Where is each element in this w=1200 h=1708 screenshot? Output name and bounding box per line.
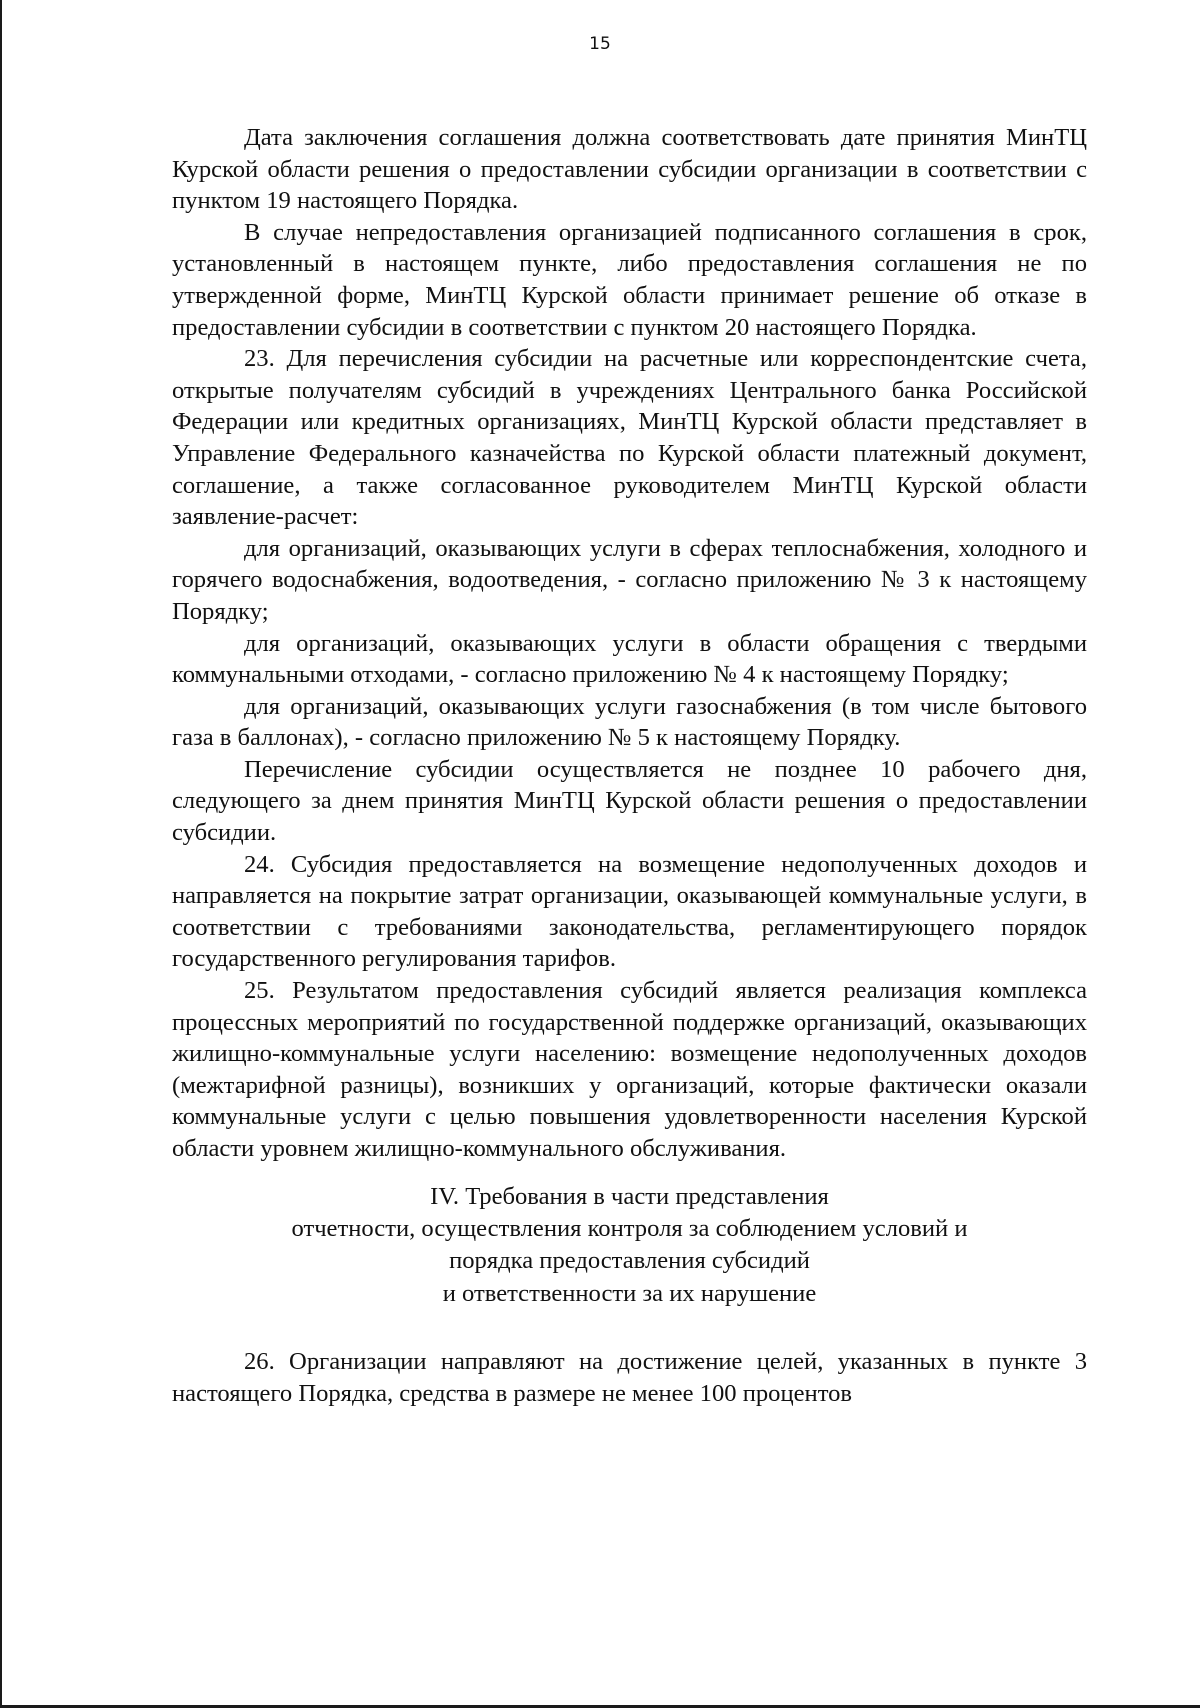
section-heading-line: отчетности, осуществления контроля за соблюдением условий и: [291, 1215, 968, 1242]
paragraph-25: 25. Результатом предоставления субсидий является реализация комплекса процессных мероприятий по государственной поддержке организаций, оказывающих жилищно-коммунальные услуги населению: возмещение недополученных доходов (межтарифной разницы), возникших у организаций, которые фактически оказали коммунальные услуги с целью повышения удовлетворенности населения Курской области уровнем жилищно-коммунального обслуживания.: [172, 977, 1087, 1162]
scan-edge-left: [0, 0, 2, 1708]
document-body: [172, 122, 1087, 1409]
section-heading-line: и ответственности за их нарушение: [442, 1279, 817, 1307]
section-heading-iv: [172, 1181, 1087, 1311]
paragraph-transfer-deadline: Перечисление субсидии осуществляется не позднее 10 рабочего дня, следующего за днем принятия МинТЦ Курской области решения о предоставлении субсидии.: [172, 755, 1087, 847]
paragraph-appendix-4: для организаций, оказывающих услуги в области обращения с твердыми коммунальными отходами, - согласно приложению № 4 к настоящему Порядку;: [172, 629, 1087, 689]
paragraph-refusal: В случае непредоставления организацией подписанного соглашения в срок, установленный в настоящем пункте, либо предоставления соглашения не по утвержденной форме, МинТЦ Курской области принимает решение об отказе в предоставлении субсидии в соответствии с пунктом 20 настоящего Порядка.: [172, 218, 1087, 341]
page-number: 15: [589, 34, 611, 54]
paragraph-agreement-date: Дата заключения соглашения должна соответствовать дате принятия МинТЦ Курской области решения о предоставлении субсидии организации в соответствии с пунктом 19 настоящего Порядка.: [172, 124, 1087, 215]
section-heading-line: IV. Требования в части представления: [430, 1182, 829, 1210]
paragraph-24: 24. Субсидия предоставляется на возмещение недополученных доходов и направляется на покрытие затрат организации, оказывающей коммунальные услуги, в соответствии с требованиями законодательства, регламентирующего порядок государственного регулирования тарифов.: [172, 850, 1087, 973]
paragraph-23: 23. Для перечисления субсидии на расчетные или корреспондентские счета, открытые получателям субсидий в учреждениях Центрального банка Российской Федерации или кредитных организациях, МинТЦ Курской области представляет в Управление Федерального казначейства по Курской области платежный документ, соглашение, а также согласованное руководителем МинТЦ Курской области заявление-расчет:: [172, 345, 1087, 531]
paragraph-appendix-3: для организаций, оказывающих услуги в сферах теплоснабжения, холодного и горячего водоснабжения, водоотведения, - согласно приложению № 3 к настоящему Порядку;: [172, 534, 1087, 625]
paragraph-26: 26. Организации направляют на достижение целей, указанных в пункте 3 настоящего Порядка, средства в размере не менее 100 процентов: [172, 1348, 1087, 1407]
section-heading-line: порядка предоставления субсидий: [449, 1247, 810, 1275]
paragraph-appendix-5: для организаций, оказывающих услуги газоснабжения (в том числе бытового газа в баллонах), - согласно приложению № 5 к настоящему Порядку.: [172, 692, 1087, 752]
